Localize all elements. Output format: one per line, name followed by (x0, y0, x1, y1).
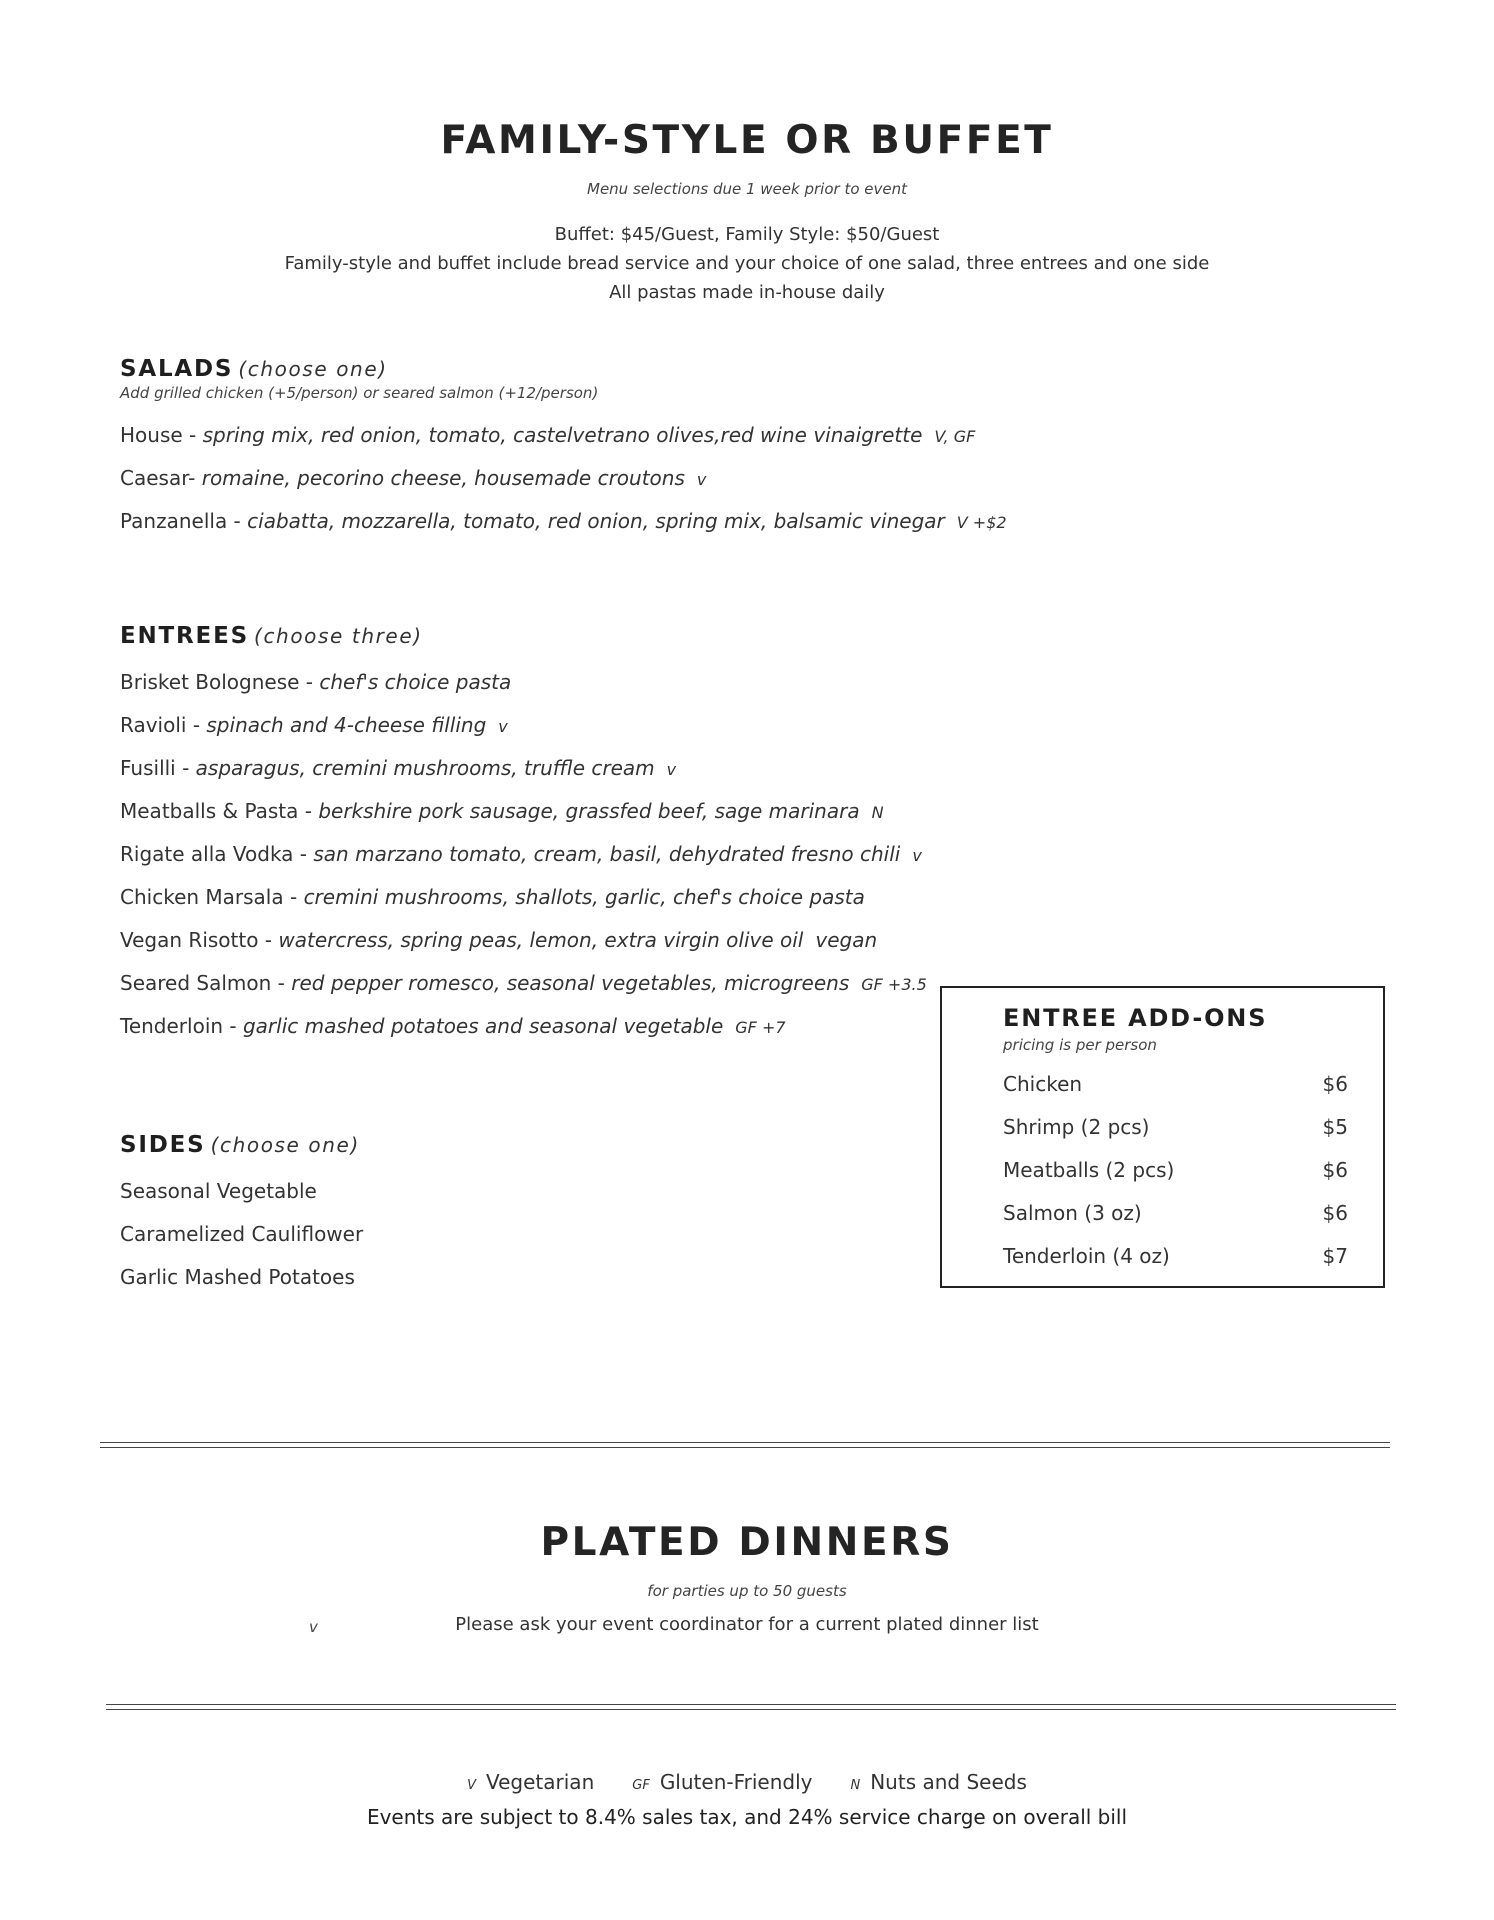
item-name: Chicken Marsala - (120, 885, 304, 909)
page-title: FAMILY-STYLE OR BUFFET (440, 118, 1054, 163)
item-name: Rigate alla Vodka - (120, 842, 314, 866)
item-desc: asparagus, cremini mushrooms, truffle cream (195, 756, 655, 780)
item-desc: red pepper romesco, seasonal vegetables, microgreens (291, 971, 850, 995)
list-item (120, 885, 877, 909)
entrees-title: ENTREES (120, 623, 249, 649)
addon-price: $7 (1322, 1244, 1348, 1268)
includes-line: Family-style and buffet include bread service and your choice of one salad, three entrees and one side (284, 253, 1210, 274)
item-desc: san marzano tomato, cream, basil, dehydrated fresno chili (313, 842, 901, 866)
plated-title: PLATED DINNERS (540, 1520, 954, 1565)
pastas-note: All pastas made in-house daily (609, 282, 885, 303)
addons-box (940, 986, 1385, 1288)
item-tag: N (871, 803, 884, 822)
item-desc: chef's choice pasta (319, 670, 512, 694)
stray-symbol: v (309, 1618, 318, 1636)
list-item (120, 713, 508, 737)
table-row (1003, 1201, 1348, 1225)
addon-name: Chicken (1003, 1072, 1083, 1096)
list-item (120, 928, 877, 952)
addon-price: $6 (1322, 1072, 1348, 1096)
list-item: Garlic Mashed Potatoes (120, 1265, 355, 1289)
due-note: Menu selections due 1 week prior to event (587, 180, 907, 198)
list-item (120, 799, 884, 823)
list-item (120, 756, 676, 780)
item-name: Meatballs & Pasta - (120, 799, 319, 823)
item-tag: v (912, 846, 922, 865)
item-tag: V +$2 (956, 513, 1007, 532)
item-name: Panzanella - (120, 509, 248, 533)
list-item (120, 466, 706, 490)
item-desc: spinach and 4-cheese filling (206, 713, 487, 737)
plated-note: for parties up to 50 guests (647, 1582, 847, 1600)
item-name: Fusilli - (120, 756, 196, 780)
salads-heading (120, 356, 388, 382)
addon-name: Salmon (3 oz) (1003, 1201, 1142, 1225)
item-desc: watercress, spring peas, lemon, extra virgin olive oil (278, 928, 804, 952)
item-name: Ravioli - (120, 713, 207, 737)
nuts-label: Nuts and Seeds (870, 1770, 1027, 1794)
sides-heading (120, 1132, 360, 1158)
sides-title: SIDES (120, 1132, 206, 1158)
item-tag: v (666, 760, 677, 779)
tax-footer: Events are subject to 8.4% sales tax, and 24% service charge on overall bill (366, 1805, 1128, 1829)
vegetarian-label: Vegetarian (486, 1770, 595, 1794)
list-item (120, 670, 523, 694)
item-name: Seared Salmon - (120, 971, 292, 995)
list-item (120, 423, 975, 447)
pricing-line: Buffet: $45/Guest, Family Style: $50/Guest (554, 224, 940, 245)
item-tag: v (696, 470, 707, 489)
item-desc: berkshire pork sausage, grassfed beef, sage marinara (318, 799, 860, 823)
item-name: Brisket Bolognese - (120, 670, 320, 694)
list-item (120, 1014, 786, 1038)
addons-title: ENTREE ADD-ONS (1003, 1004, 1268, 1032)
item-desc: cremini mushrooms, shallots, garlic, chef's choice pasta (303, 885, 865, 909)
item-name: Caesar- (120, 466, 202, 490)
plated-ask: Please ask your event coordinator for a current plated dinner list (455, 1614, 1039, 1635)
item-desc: spring mix, red onion, tomato, castelvetrano olives,red wine vinaigrette (202, 423, 923, 447)
item-tag: v (498, 717, 508, 736)
list-item: Caramelized Cauliflower (120, 1222, 364, 1246)
salads-addon-note: Add grilled chicken (+5/person) or seared salmon (+12/person) (120, 384, 599, 402)
item-name: Tenderloin - (120, 1014, 243, 1038)
table-row (1003, 1072, 1348, 1096)
divider (100, 1442, 1390, 1443)
vegetarian-symbol: V (467, 1778, 476, 1793)
item-desc: romaine, pecorino cheese, housemade croutons (201, 466, 685, 490)
addon-price: $6 (1322, 1158, 1348, 1182)
list-item: Seasonal Vegetable (120, 1179, 317, 1203)
addons-subtitle: pricing is per person (1003, 1036, 1157, 1054)
table-row (1003, 1115, 1348, 1139)
sides-choose: (choose one) (210, 1133, 360, 1157)
addon-name: Shrimp (2 pcs) (1003, 1115, 1150, 1139)
salads-choose: (choose one) (238, 357, 388, 381)
list-item (120, 509, 1007, 533)
table-row (1003, 1158, 1348, 1182)
divider (106, 1704, 1396, 1705)
addon-name: Meatballs (2 pcs) (1003, 1158, 1175, 1182)
gluten-friendly-symbol: GF (632, 1778, 650, 1793)
item-name: House - (120, 423, 203, 447)
divider (106, 1709, 1396, 1710)
legend (0, 1770, 1494, 1794)
divider (100, 1447, 1390, 1448)
addon-name: Tenderloin (4 oz) (1003, 1244, 1170, 1268)
salads-title: SALADS (120, 356, 234, 382)
item-tag: V, GF (934, 427, 976, 446)
item-tag: vegan (815, 928, 878, 952)
entrees-heading (120, 623, 423, 649)
nuts-symbol: N (850, 1778, 861, 1793)
addon-price: $6 (1322, 1201, 1348, 1225)
item-desc: garlic mashed potatoes and seasonal vegetable (242, 1014, 724, 1038)
list-item (120, 971, 927, 995)
item-desc: ciabatta, mozzarella, tomato, red onion, spring mix, balsamic vinegar (247, 509, 945, 533)
gluten-friendly-label: Gluten-Friendly (659, 1770, 813, 1794)
item-name: Vegan Risotto - (120, 928, 279, 952)
item-tag: GF +7 (735, 1018, 786, 1037)
addon-price: $5 (1322, 1115, 1348, 1139)
item-tag: GF +3.5 (861, 975, 927, 994)
entrees-choose: (choose three) (254, 624, 423, 648)
table-row (1003, 1244, 1348, 1268)
list-item (120, 842, 922, 866)
